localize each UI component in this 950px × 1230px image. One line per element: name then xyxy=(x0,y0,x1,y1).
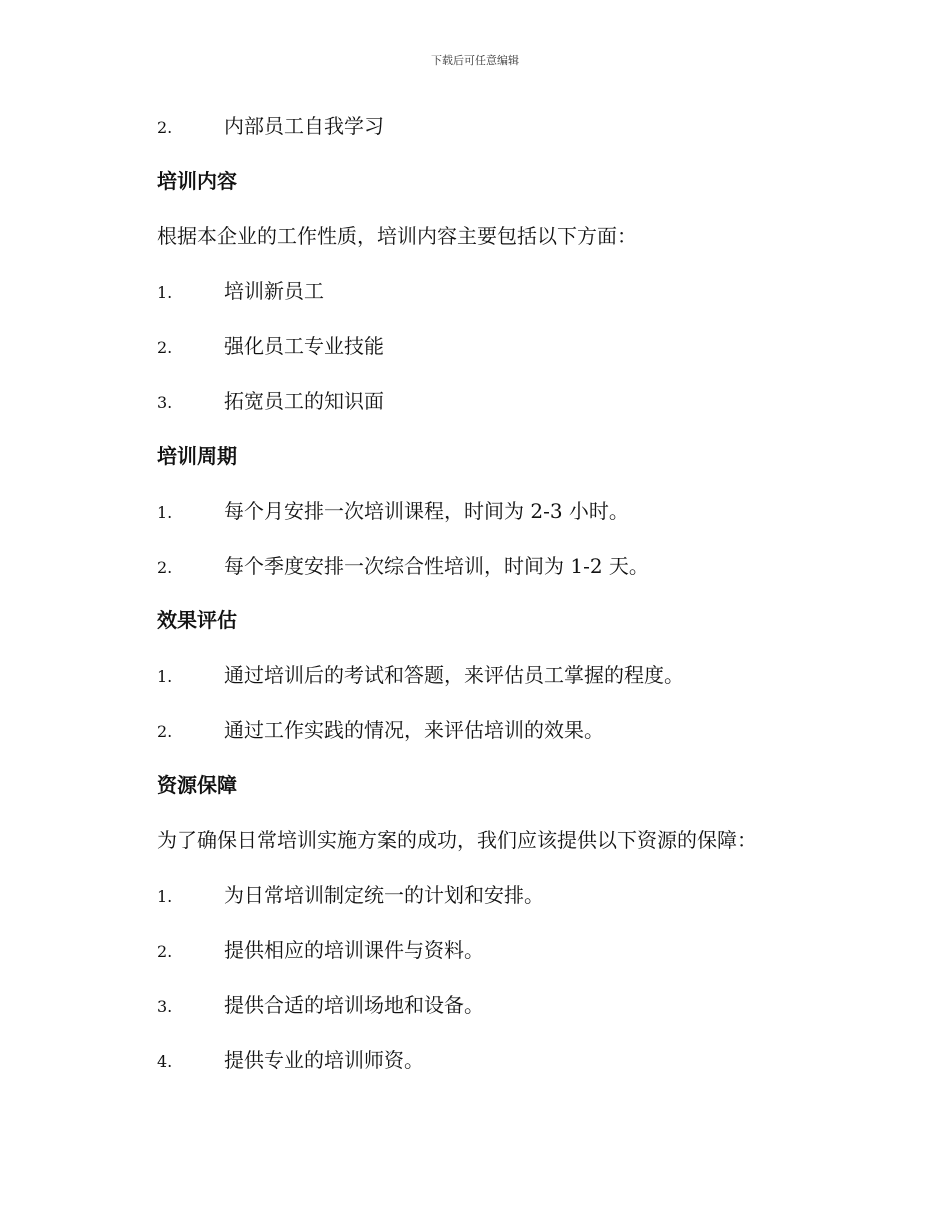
list-item xyxy=(157,717,857,745)
list-item xyxy=(157,278,857,306)
list-number: 3. xyxy=(157,997,173,1016)
section-paragraph-resources: 为了确保日常培训实施方案的成功，我们应该提供以下资源的保障： xyxy=(157,828,757,852)
section-heading-resources: 资源保障 xyxy=(157,773,237,797)
list-text: 拓宽员工的知识面 xyxy=(224,389,384,413)
list-text: 为日常培训制定统一的计划和安排。 xyxy=(224,883,544,907)
list-number: 2. xyxy=(157,942,173,961)
page-header-note: 下载后可任意编辑 xyxy=(431,54,519,67)
list-item xyxy=(157,992,857,1020)
list-item xyxy=(157,553,857,581)
list-text: 提供专业的培训师资。 xyxy=(224,1048,424,1072)
list-item xyxy=(157,498,857,526)
list-text: 内部员工自我学习 xyxy=(224,114,384,138)
list-text: 提供合适的培训场地和设备。 xyxy=(224,993,484,1017)
list-number: 1. xyxy=(157,667,173,686)
section-paragraph-content: 根据本企业的工作性质，培训内容主要包括以下方面： xyxy=(157,224,637,248)
section-heading-cycle: 培训周期 xyxy=(157,444,237,468)
list-text: 通过工作实践的情况，来评估培训的效果。 xyxy=(224,718,604,742)
list-item xyxy=(157,937,857,965)
list-number: 1. xyxy=(157,503,173,522)
list-text: 通过培训后的考试和答题，来评估员工掌握的程度。 xyxy=(224,663,684,687)
list-number: 2. xyxy=(157,722,173,741)
list-number: 2. xyxy=(157,558,173,577)
list-item xyxy=(157,1047,857,1075)
list-text: 培训新员工 xyxy=(224,279,324,303)
list-number: 2. xyxy=(157,338,173,357)
list-text: 每个月安排一次培训课程，时间为 2-3 小时。 xyxy=(224,499,629,523)
section-heading-content: 培训内容 xyxy=(157,169,237,193)
list-number: 3. xyxy=(157,393,173,412)
list-text: 强化员工专业技能 xyxy=(224,334,384,358)
list-number: 1. xyxy=(157,283,173,302)
list-item xyxy=(157,662,857,690)
list-item xyxy=(157,882,857,910)
list-text: 提供相应的培训课件与资料。 xyxy=(224,938,484,962)
list-item xyxy=(157,388,857,416)
list-item xyxy=(157,113,857,141)
list-text: 每个季度安排一次综合性培训，时间为 1-2 天。 xyxy=(224,554,649,578)
list-number: 4. xyxy=(157,1052,173,1071)
section-heading-evaluation: 效果评估 xyxy=(157,608,237,632)
list-item xyxy=(157,333,857,361)
list-number: 1. xyxy=(157,887,173,906)
list-number: 2. xyxy=(157,118,173,137)
